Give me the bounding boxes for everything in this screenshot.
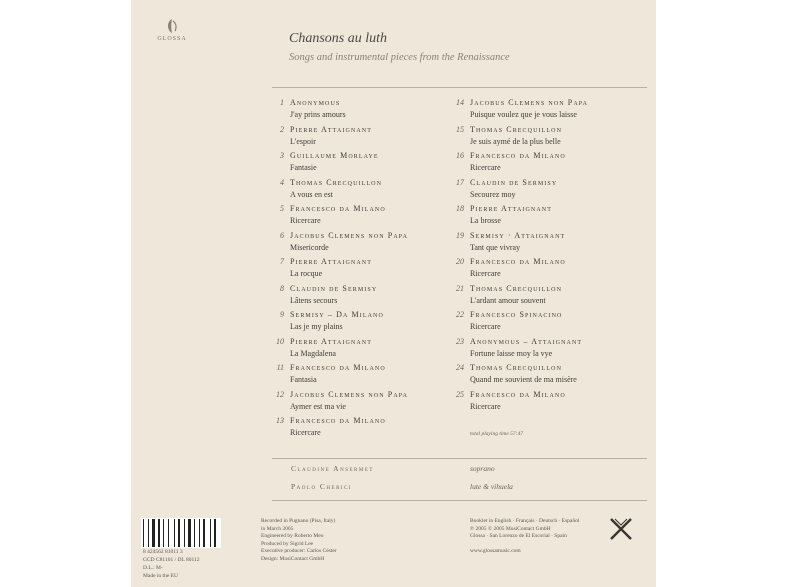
track-title: Ricercare: [290, 428, 321, 437]
barcode-bar: [163, 519, 164, 547]
total-playing-time: total playing time 57:47: [470, 431, 524, 437]
track-number: 8: [280, 283, 284, 293]
barcode-bar: [210, 519, 211, 547]
catalog-line: GCD C81101 / DL 80112: [143, 557, 200, 563]
track-title: Ricercare: [470, 322, 501, 331]
website: www.glossamusic.com: [470, 548, 521, 554]
track-number: 10: [276, 336, 284, 346]
track-composer: Anonymous – Attaignant: [470, 336, 583, 346]
track-composer: Sermisy – Da Milano: [290, 310, 384, 319]
track-title: L'espoir: [290, 136, 316, 146]
booklet-line: Booklet in English · Français · Deutsch · Español: [470, 518, 580, 524]
track-composer: Thomas Crecquillon: [470, 363, 563, 372]
track-composer: Anonymous: [290, 98, 341, 107]
track-title: Ricercare: [470, 163, 501, 172]
track-number: 11: [276, 363, 284, 372]
x-logo-icon: [608, 517, 634, 541]
barcode-bar: [143, 519, 144, 547]
barcode-bar: [148, 519, 149, 547]
track-title: La brosse: [470, 216, 501, 225]
track-composer: Francesco Spinacino: [470, 310, 563, 319]
credit-line: Recorded in Pugnano (Pisa, Italy): [261, 518, 336, 524]
track-number: 9: [280, 310, 284, 319]
performer-name: Claudine Ansermet: [291, 464, 374, 473]
booklet-line: ℗ 2005 © 2005 MusiContact GmbH: [470, 525, 551, 532]
track-composer: Jacobus Clemens non Papa: [470, 98, 589, 107]
track-title: A vous en est: [290, 189, 333, 199]
track-composer: Thomas Crecquillon: [470, 124, 563, 134]
barcode: [141, 518, 221, 548]
track-composer: Francesco da Milano: [470, 151, 566, 160]
barcode-bar: [199, 519, 200, 547]
track-composer: Francesco da Milano: [290, 204, 386, 213]
track-title: Ricercare: [470, 269, 501, 278]
track-title: L'ardant amour souvent: [470, 295, 546, 305]
performer-name: Paolo Cherici: [291, 482, 353, 491]
track-title: Misericorde: [290, 242, 329, 252]
divider-bottom: [272, 500, 647, 501]
barcode-bar: [184, 519, 185, 547]
track-composer: Claudin de Sermisy: [470, 177, 558, 187]
track-number: 20: [456, 257, 464, 266]
booklet-line: Glossa · San Lorenzo de El Escorial · Spain: [470, 533, 567, 539]
track-number: 23: [456, 336, 464, 346]
track-composer: Pierre Attaignant: [290, 124, 372, 134]
glossa-logo-mark-icon: [165, 18, 179, 34]
barcode-bar: [174, 519, 175, 547]
track-title: Las je my plains: [290, 322, 343, 331]
glossa-logo: [157, 18, 187, 42]
track-composer: Jacobus Clemens non Papa: [290, 230, 409, 240]
barcode-bar: [152, 519, 155, 547]
track-number: 5: [280, 204, 284, 213]
track-composer: Sermisy · Attaignant: [470, 230, 566, 240]
track-composer: Thomas Crecquillon: [470, 283, 563, 293]
track-composer: Jacobus Clemens non Papa: [290, 389, 409, 399]
track-title: Fantasie: [290, 163, 317, 172]
track-number: 19: [456, 230, 464, 240]
track-number: 18: [456, 204, 464, 213]
album-title: Chansons au luth: [289, 31, 388, 46]
track-number: 13: [276, 416, 284, 425]
performer-role: lute & vihuela: [470, 482, 513, 491]
track-number: 24: [456, 363, 464, 372]
track-title: Puisque voulez que je vous laisse: [470, 110, 577, 119]
track-title: La Magdalena: [290, 348, 336, 358]
barcode-bars-icon: [141, 518, 221, 548]
track-number: 6: [280, 230, 284, 240]
track-composer: Pierre Attaignant: [290, 257, 372, 266]
barcode-bar: [188, 519, 191, 547]
barcode-bar: [214, 519, 216, 547]
track-number: 14: [456, 98, 464, 107]
track-title: Ricercare: [470, 401, 501, 411]
track-number: 12: [276, 389, 284, 399]
barcode-bar: [158, 519, 160, 547]
divider-top: [272, 87, 647, 88]
track-composer: Pierre Attaignant: [470, 204, 552, 213]
divider-performers: [272, 458, 647, 459]
track-composer: Thomas Crecquillon: [290, 177, 383, 187]
track-title: Aymer est ma vie: [290, 401, 346, 411]
credit-line: in March 2005: [261, 525, 294, 532]
track-number: 22: [456, 310, 464, 319]
track-title: Secourez moy: [470, 189, 516, 199]
track-number: 16: [456, 151, 464, 160]
barcode-bar: [203, 519, 205, 547]
track-number: 2: [280, 124, 284, 134]
barcode-bar: [194, 519, 195, 547]
track-number: 21: [456, 283, 464, 293]
track-number: 25: [456, 389, 464, 399]
track-composer: Francesco da Milano: [290, 416, 386, 425]
track-composer: Francesco da Milano: [470, 389, 566, 399]
track-title: Fantasia: [290, 375, 317, 384]
track-number: 15: [456, 124, 464, 134]
track-title: Lâtens secours: [290, 295, 338, 305]
cd-back-cover: [131, 0, 656, 587]
track-number: 1: [280, 98, 284, 107]
credit-line: Engineered by Roberto Meo: [261, 533, 324, 539]
track-composer: Francesco da Milano: [470, 257, 566, 266]
performer-role: soprano: [470, 464, 495, 473]
track-title: Tant que vivray: [470, 242, 521, 252]
credit-line: Design: MusiContact GmbH: [261, 555, 325, 562]
barcode-bar: [178, 519, 180, 547]
track-title: Quand me souvient de ma misère: [470, 375, 577, 384]
glossa-logo-text: GLOSSA: [157, 36, 187, 42]
track-title: J'ay prins amours: [290, 110, 346, 119]
catalog-line: Made in the EU: [143, 573, 178, 579]
track-composer: Francesco da Milano: [290, 363, 386, 372]
album-subtitle: Songs and instrumental pieces from the Renaissance: [289, 52, 510, 63]
track-composer: Guillaume Morlaye: [290, 151, 379, 160]
track-composer: Claudin de Sermisy: [290, 283, 378, 293]
credit-line: Produced by Sigrid Lee: [261, 540, 314, 547]
track-composer: Pierre Attaignant: [290, 336, 372, 346]
track-title: La rocque: [290, 269, 323, 278]
track-number: 3: [280, 151, 284, 160]
credit-line: Executive producer: Carlos Céster: [261, 548, 337, 554]
track-title: Ricercare: [290, 216, 321, 225]
catalog-line: D.L.: M-: [143, 565, 163, 571]
track-title: Je suis aymé de la plus belle: [470, 136, 561, 146]
track-number: 17: [456, 177, 464, 187]
track-title: Fortune laisse moy la vye: [470, 348, 553, 358]
track-number: 7: [280, 257, 284, 266]
barcode-number: 8 424562 81011 3: [143, 549, 183, 555]
track-number: 4: [280, 177, 284, 187]
barcode-bar: [168, 519, 169, 547]
